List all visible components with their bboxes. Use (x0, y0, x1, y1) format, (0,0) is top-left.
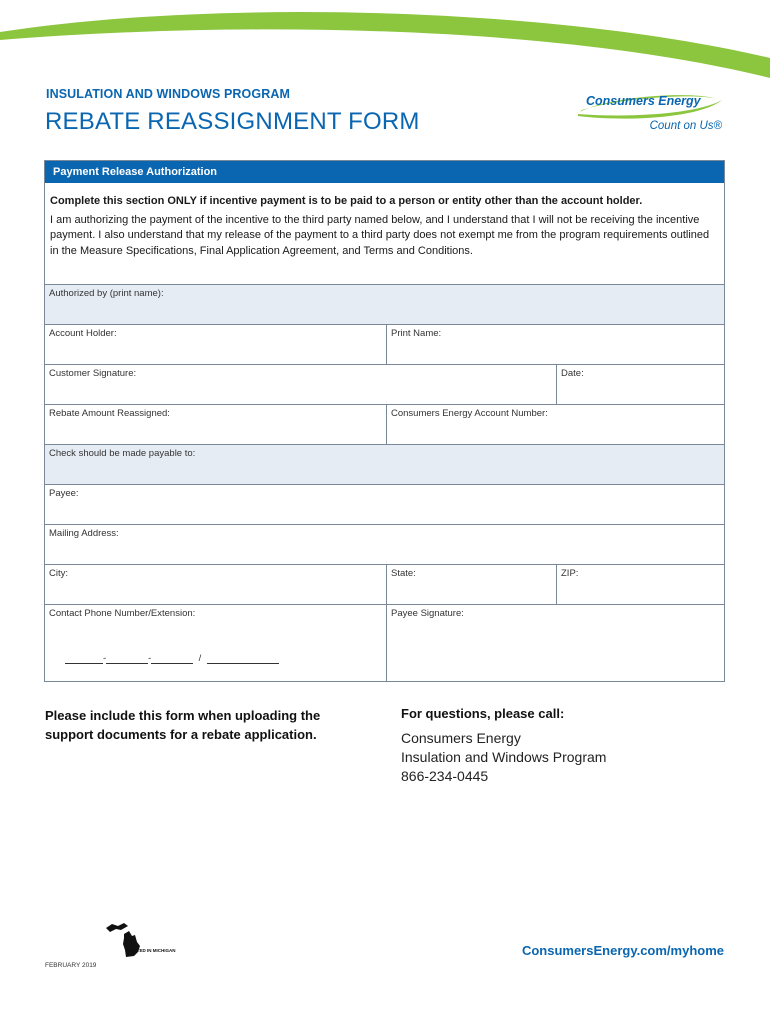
check-payable-field[interactable] (45, 444, 724, 484)
upload-instruction: Please include this form when uploading the support documents for a rebate application. (45, 708, 321, 742)
logo-name: Consumers Energy (586, 94, 701, 108)
payee-signature-field[interactable] (386, 605, 725, 682)
intro-authorization-text: I am authorizing the payment of the incentive to the third party named below, and I understand that I will not be receiving the incentive payment. I also understand that my release of the payment to a third party does not exempt me from the program requirements outlined in the Measure Specifications, Final Application Agreement, and Terms and Conditions. (50, 213, 710, 257)
mailing-address-field[interactable] (45, 524, 724, 564)
rebate-row (45, 404, 724, 444)
city-field[interactable] (45, 565, 386, 604)
intro-text-block (50, 194, 718, 259)
contact-info (401, 729, 606, 786)
zip-label: ZIP: (561, 568, 579, 579)
program-name: INSULATION AND WINDOWS PROGRAM (46, 87, 290, 101)
rebate-amount-label: Rebate Amount Reassigned: (49, 408, 170, 419)
phone-dash-1: - (103, 653, 107, 664)
state-field[interactable] (386, 565, 556, 604)
signature-row (45, 364, 724, 404)
payment-release-form (44, 160, 725, 682)
contact-row (45, 604, 724, 682)
state-label: State: (391, 568, 416, 579)
payee-label: Payee: (49, 488, 79, 499)
city-state-zip-row (45, 564, 724, 604)
rebate-amount-field[interactable] (45, 405, 386, 444)
print-name-field[interactable] (386, 325, 725, 364)
contact-phone-field[interactable] (45, 605, 386, 682)
contact-company: Consumers Energy (401, 730, 521, 746)
header-swoosh-graphic (0, 0, 770, 100)
customer-signature-field[interactable] (45, 365, 556, 404)
questions-heading: For questions, please call: (401, 706, 565, 721)
phone-prefix-blank[interactable] (106, 653, 148, 664)
authorized-by-label: Authorized by (print name): (49, 288, 164, 299)
phone-area-blank[interactable] (65, 653, 103, 664)
date-field[interactable] (556, 365, 725, 404)
customer-signature-label: Customer Signature: (49, 368, 137, 379)
account-holder-row (45, 324, 724, 364)
date-label: Date: (561, 368, 584, 379)
mailing-address-label: Mailing Address: (49, 528, 119, 539)
account-holder-label: Account Holder: (49, 328, 117, 339)
intro-instruction: Complete this section ONLY if incentive payment is to be paid to a person or entity other than the account holder. (50, 195, 643, 207)
phone-number-blanks (65, 653, 279, 664)
contact-phone-number: 866-234-0445 (401, 768, 489, 784)
payee-signature-label: Payee Signature: (391, 608, 464, 619)
payee-field[interactable] (45, 484, 724, 524)
print-name-label: Print Name: (391, 328, 442, 339)
footer-date: FEBRUARY 2019 (45, 962, 97, 969)
contact-phone-label: Contact Phone Number/Extension: (49, 608, 196, 619)
ce-account-number-label: Consumers Energy Account Number: (391, 408, 548, 419)
check-payable-label: Check should be made payable to: (49, 448, 196, 459)
phone-line-blank[interactable] (151, 653, 193, 664)
ce-account-number-field[interactable] (386, 405, 725, 444)
consumers-energy-logo (578, 88, 724, 140)
authorized-by-field[interactable] (45, 284, 724, 324)
city-label: City: (49, 568, 68, 579)
phone-slash: / (198, 653, 202, 664)
phone-dash-2: - (148, 653, 152, 664)
printed-in-michigan: PRINTED IN MICHIGAN (126, 948, 176, 953)
section-header: Payment Release Authorization (45, 161, 724, 183)
logo-tagline: Count on Us® (649, 120, 722, 132)
page-title: REBATE REASSIGNMENT FORM (45, 108, 420, 135)
account-holder-field[interactable] (45, 325, 386, 364)
website-link[interactable]: ConsumersEnergy.com/myhome (521, 943, 724, 958)
contact-program: Insulation and Windows Program (401, 749, 607, 765)
zip-field[interactable] (556, 565, 725, 604)
phone-extension-blank[interactable] (207, 653, 279, 664)
